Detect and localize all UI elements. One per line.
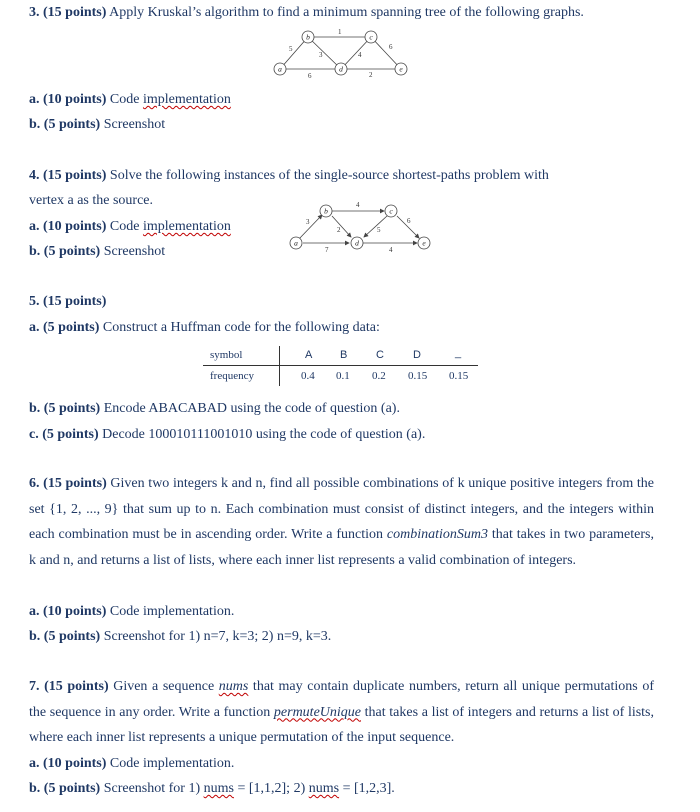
q3-w-bc: 1 <box>338 28 342 36</box>
q3-w-ce: 6 <box>389 43 393 51</box>
q4-edge-bd <box>332 216 351 237</box>
q7-part-b <box>29 780 395 798</box>
q3-text: Apply Kruskal’s algorithm to find a minimum spanning tree of the following graphs. <box>106 5 584 20</box>
q5-part-c <box>29 426 425 444</box>
q4-text-line2: vertex a as the source. <box>29 193 153 208</box>
q3-w-bd: 3 <box>319 51 323 59</box>
q5-b-label: b. (5 points) <box>29 401 101 416</box>
q3-edge-cd <box>341 37 371 69</box>
q3-graph <box>270 28 415 80</box>
q4-b-text: Screenshot <box>100 244 166 259</box>
q7-b-text-3: = [1,2,3]. <box>339 781 395 796</box>
symbol-cell: B <box>340 349 348 361</box>
q3-edge-bd <box>308 37 341 69</box>
q3-label-a: a <box>278 64 282 74</box>
symbol-cell: _ <box>455 347 462 359</box>
q4-w-bd: 2 <box>337 226 341 234</box>
row-label-symbol: symbol <box>210 349 243 361</box>
q3-a-text: Code <box>106 92 143 107</box>
q5-part-a <box>29 319 380 337</box>
q3-w-ad: 6 <box>308 72 312 80</box>
q3-a-label: a. (10 points) <box>29 92 107 107</box>
q3-label-b: b <box>306 32 310 42</box>
q5-c-text: Decode 100010111001010 using the code of question (a). <box>98 427 426 442</box>
table-horizontal-rule <box>203 365 478 366</box>
q4-b-label: b. (5 points) <box>29 244 101 259</box>
q4-text-line1: Solve the following instances of the single-source shortest-paths problem with <box>106 168 549 183</box>
symbol-cell: D <box>413 349 421 361</box>
q6-paragraph <box>29 471 654 573</box>
q3-edge-ce <box>371 37 401 69</box>
q3-w-ab: 5 <box>289 45 293 53</box>
q3-title <box>29 4 584 22</box>
q5-a-text: Construct a Huffman code for the following data: <box>99 320 380 335</box>
q4-a-text: Code <box>106 219 143 234</box>
q7-b-text-2: = [1,1,2]; 2) <box>233 781 309 796</box>
q7-number: 7. (15 points) <box>29 679 109 694</box>
q7-text-2: that may contain duplicate numbers, return all unique permutations of the sequence in any order. Write a function <box>29 679 654 720</box>
q4-part-b <box>29 243 165 261</box>
q4-title <box>29 167 549 185</box>
symbol-cell: A <box>305 349 313 361</box>
q3-label-c: c <box>369 32 373 42</box>
q4-number: 4. (15 points) <box>29 168 107 183</box>
q6-b-text: Screenshot for 1) n=7, k=3; 2) n=9, k=3. <box>100 629 332 644</box>
frequency-cell: 0.1 <box>336 370 350 382</box>
q5-b-text: Encode ABACABAD using the code of question (a). <box>100 401 400 416</box>
q7-b-nums-2: nums <box>308 781 340 796</box>
q4-w-ce: 6 <box>407 217 411 225</box>
q3-a-text-squiggle: implementation <box>142 92 231 107</box>
huffman-table <box>203 344 478 388</box>
q3-part-a <box>29 91 231 109</box>
q4-w-ab: 3 <box>306 218 310 226</box>
q4-w-de: 4 <box>389 246 393 254</box>
q4-label-a: a <box>294 238 298 248</box>
q7-b-text-1: Screenshot for 1) <box>100 781 204 796</box>
q3-w-de: 2 <box>369 71 373 79</box>
q4-w-bc: 4 <box>356 201 360 209</box>
q4-a-label: a. (10 points) <box>29 219 107 234</box>
q6-function-name: combinationSum3 <box>386 527 489 542</box>
q3-w-cd: 4 <box>358 51 362 59</box>
q6-text-2: that takes in two parameters, k and n, and returns a list of lists, where each inner list represents a valid combination of integers. <box>29 527 654 568</box>
q4-edge-cd <box>364 216 387 237</box>
q4-label-b: b <box>324 206 328 216</box>
q4-label-c: c <box>389 206 393 216</box>
symbol-cell: C <box>376 349 384 361</box>
frequency-cell: 0.2 <box>372 370 386 382</box>
q3-label-e: e <box>399 64 403 74</box>
q4-label-d: d <box>355 238 359 248</box>
q4-label-e: e <box>422 238 426 248</box>
q7-b-nums-1: nums <box>203 781 234 796</box>
frequency-cell: 0.15 <box>408 370 428 382</box>
q7-text-3: that takes a list of integers and returns a list of lists, where each inner list represents a unique permutation of the input sequence. <box>29 704 655 745</box>
frequency-cell: 0.4 <box>301 370 315 382</box>
q3-b-text: Screenshot <box>100 117 166 132</box>
q6-number: 6. (15 points) <box>29 476 107 491</box>
q4-part-a <box>29 218 231 236</box>
q5-title: 5. (15 points) <box>29 294 107 309</box>
q7-part-a <box>29 755 234 773</box>
q6-part-b <box>29 628 331 646</box>
q7-a-label: a. (10 points) <box>29 756 107 771</box>
q6-b-label: b. (5 points) <box>29 629 101 644</box>
q4-w-cd: 5 <box>377 226 381 234</box>
q6-part-a <box>29 603 234 621</box>
row-label-frequency: frequency <box>210 370 254 382</box>
q7-a-text: Code implementation. <box>106 756 235 771</box>
q3-number: 3. (15 points) <box>29 5 107 20</box>
q7-b-label: b. (5 points) <box>29 781 101 796</box>
q7-text-1: Given a sequence <box>108 679 219 694</box>
q4-graph <box>286 201 434 256</box>
q4-edge-ab <box>298 215 322 240</box>
q7-nums: nums <box>218 679 249 694</box>
q5-a-label: a. (5 points) <box>29 320 100 335</box>
q7-function-name: permuteUnique <box>273 704 361 720</box>
q3-part-b <box>29 116 165 134</box>
q6-text-1: Given two integers k and n, find all possible combinations of k unique positive integers from the set {1, 2, ..., 9} that sum up to n. Each combination must consist of distinct integers, and the integers within each combination must be in ascending order. Write a function <box>29 476 654 542</box>
q3-b-label: b. (5 points) <box>29 117 101 132</box>
q7-paragraph <box>29 674 654 751</box>
table-vertical-rule <box>279 346 280 386</box>
frequency-cell: 0.15 <box>449 370 469 382</box>
q5-part-b <box>29 400 400 418</box>
q3-label-d: d <box>339 64 343 74</box>
q5-c-label: c. (5 points) <box>29 427 99 442</box>
q6-a-label: a. (10 points) <box>29 604 107 619</box>
q4-w-ad: 7 <box>325 246 329 254</box>
q6-a-text: Code implementation. <box>106 604 235 619</box>
q4-a-text-squiggle: implementation <box>142 219 231 234</box>
